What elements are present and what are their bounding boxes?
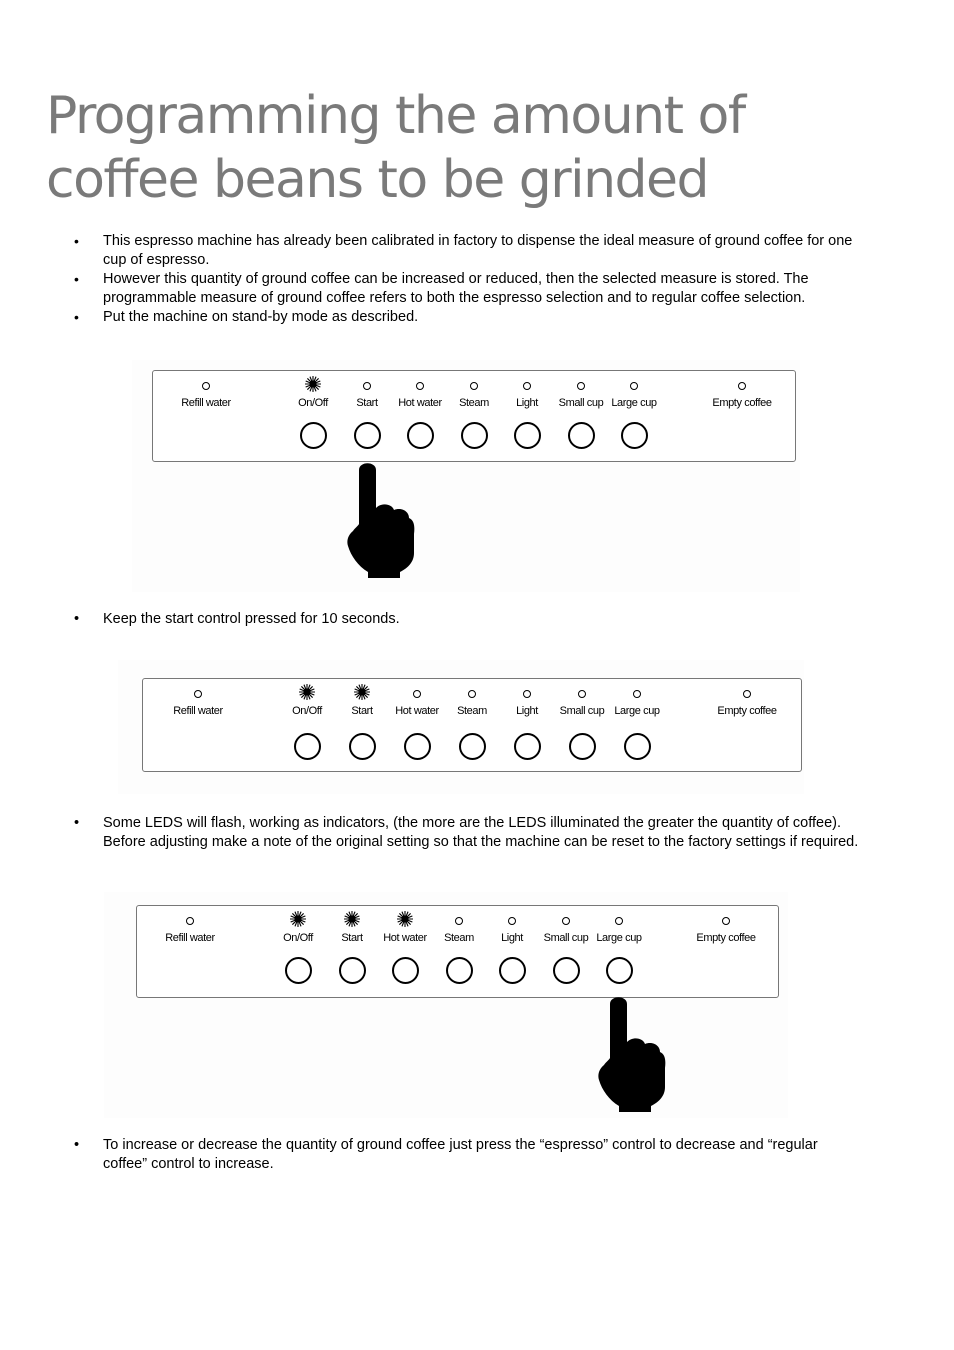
steam-button[interactable] (461, 422, 488, 449)
led-lit-icon (305, 376, 321, 392)
large-cup-label: Large cup (611, 397, 657, 409)
empty-coffee-label: Empty coffee (712, 397, 772, 409)
led-icon (470, 382, 478, 390)
steam-button[interactable] (446, 957, 473, 984)
led-lit-icon (354, 684, 370, 700)
list-item: • This espresso machine has already been calibrated in factory to dispense the ideal measure of ground coffee for one cup of espresso. (0, 232, 858, 269)
small-cup-button[interactable] (568, 422, 595, 449)
led-icon (743, 690, 751, 698)
empty-coffee-label: Empty coffee (717, 705, 777, 717)
start-label: Start (341, 932, 363, 944)
empty-coffee-label: Empty coffee (696, 932, 756, 944)
start-button[interactable] (354, 422, 381, 449)
control-panel-diagram-2 (118, 660, 804, 794)
led-icon (523, 382, 531, 390)
small-cup-label: Small cup (558, 397, 604, 409)
led-icon (202, 382, 210, 390)
large-cup-button[interactable] (621, 422, 648, 449)
start-button[interactable] (339, 957, 366, 984)
led-icon (615, 917, 623, 925)
control-panel-diagram-1 (132, 360, 800, 592)
steam-label: Steam (459, 397, 489, 409)
on-off-button[interactable] (294, 733, 321, 760)
start-label: Start (351, 705, 373, 717)
list-item: • Put the machine on stand-by mode as described. (0, 308, 858, 327)
small-cup-label: Small cup (559, 705, 605, 717)
led-lit-icon (290, 911, 306, 927)
on-off-label: On/Off (298, 397, 328, 409)
led-lit-icon (397, 911, 413, 927)
hot-water-button[interactable] (404, 733, 431, 760)
list-item: • Some LEDS will flash, working as indicators, (the more are the LEDS illuminated the greater the quantity of coffee). Before adjusting make a note of the original setting so that the machine can be reset to the factory settings if required. (74, 815, 859, 850)
hot-water-button[interactable] (407, 422, 434, 449)
steam-label: Steam (457, 705, 487, 717)
refill-water-label: Refill water (181, 397, 231, 409)
control-panel (142, 678, 802, 772)
intro-bullet-list (0, 232, 858, 328)
refill-water-label: Refill water (165, 932, 215, 944)
led-icon (578, 690, 586, 698)
led-icon (455, 917, 463, 925)
hot-water-button[interactable] (392, 957, 419, 984)
step3-text: Some LEDS will flash, working as indicators, (the more are the LEDS illuminated the greater the quantity of coffee). Before adjusting make a note of the original setting so that the machine can be reset to the factory settings if required. (103, 815, 859, 850)
led-icon (416, 382, 424, 390)
control-panel (152, 370, 796, 462)
step2-text: Keep the start control pressed for 10 seconds. (103, 611, 400, 627)
led-icon (508, 917, 516, 925)
led-lit-icon (299, 684, 315, 700)
led-icon (630, 382, 638, 390)
light-label: Light (516, 705, 538, 717)
refill-water-label: Refill water (173, 705, 223, 717)
led-icon (468, 690, 476, 698)
steam-button[interactable] (459, 733, 486, 760)
light-label: Light (501, 932, 523, 944)
start-label: Start (356, 397, 378, 409)
large-cup-label: Large cup (614, 705, 660, 717)
led-icon (186, 917, 194, 925)
light-button[interactable] (514, 733, 541, 760)
led-icon (363, 382, 371, 390)
list-item: • Keep the start control pressed for 10 seconds. (74, 611, 400, 627)
light-label: Light (516, 397, 538, 409)
step4-paragraph (0, 1136, 848, 1173)
led-icon (577, 382, 585, 390)
control-panel (136, 905, 779, 998)
led-icon (722, 917, 730, 925)
light-button[interactable] (499, 957, 526, 984)
led-icon (523, 690, 531, 698)
step3-paragraph (0, 814, 863, 851)
large-cup-label: Large cup (596, 932, 642, 944)
list-item: • However this quantity of ground coffee can be increased or reduced, then the selected measure is stored. The programmable measure of ground coffee refers to both the espresso selection and to regular coffee selection. (0, 270, 858, 307)
pointing-hand-icon (346, 458, 416, 582)
small-cup-button[interactable] (569, 733, 596, 760)
light-button[interactable] (514, 422, 541, 449)
led-icon (633, 690, 641, 698)
hot-water-label: Hot water (398, 397, 442, 409)
small-cup-label: Small cup (543, 932, 589, 944)
led-icon (413, 690, 421, 698)
hot-water-label: Hot water (383, 932, 427, 944)
on-off-button[interactable] (300, 422, 327, 449)
pointing-hand-icon (597, 992, 667, 1116)
on-off-label: On/Off (283, 932, 313, 944)
page-title: Programming the amount of coffee beans to be grinded (46, 86, 745, 210)
led-icon (562, 917, 570, 925)
hot-water-label: Hot water (395, 705, 439, 717)
on-off-button[interactable] (285, 957, 312, 984)
small-cup-button[interactable] (553, 957, 580, 984)
control-panel-diagram-3 (104, 892, 788, 1118)
led-lit-icon (344, 911, 360, 927)
large-cup-button[interactable] (624, 733, 651, 760)
steam-label: Steam (444, 932, 474, 944)
start-button[interactable] (349, 733, 376, 760)
large-cup-button[interactable] (606, 957, 633, 984)
step4-text: To increase or decrease the quantity of ground coffee just press the “espresso” control to decrease and “regular coffee” control to increase. (103, 1137, 818, 1172)
on-off-label: On/Off (292, 705, 322, 717)
led-icon (738, 382, 746, 390)
list-item: • To increase or decrease the quantity of ground coffee just press the “espresso” control to decrease and “regular coffee” control to increase. (74, 1137, 818, 1172)
step2-paragraph (0, 610, 858, 629)
led-icon (194, 690, 202, 698)
